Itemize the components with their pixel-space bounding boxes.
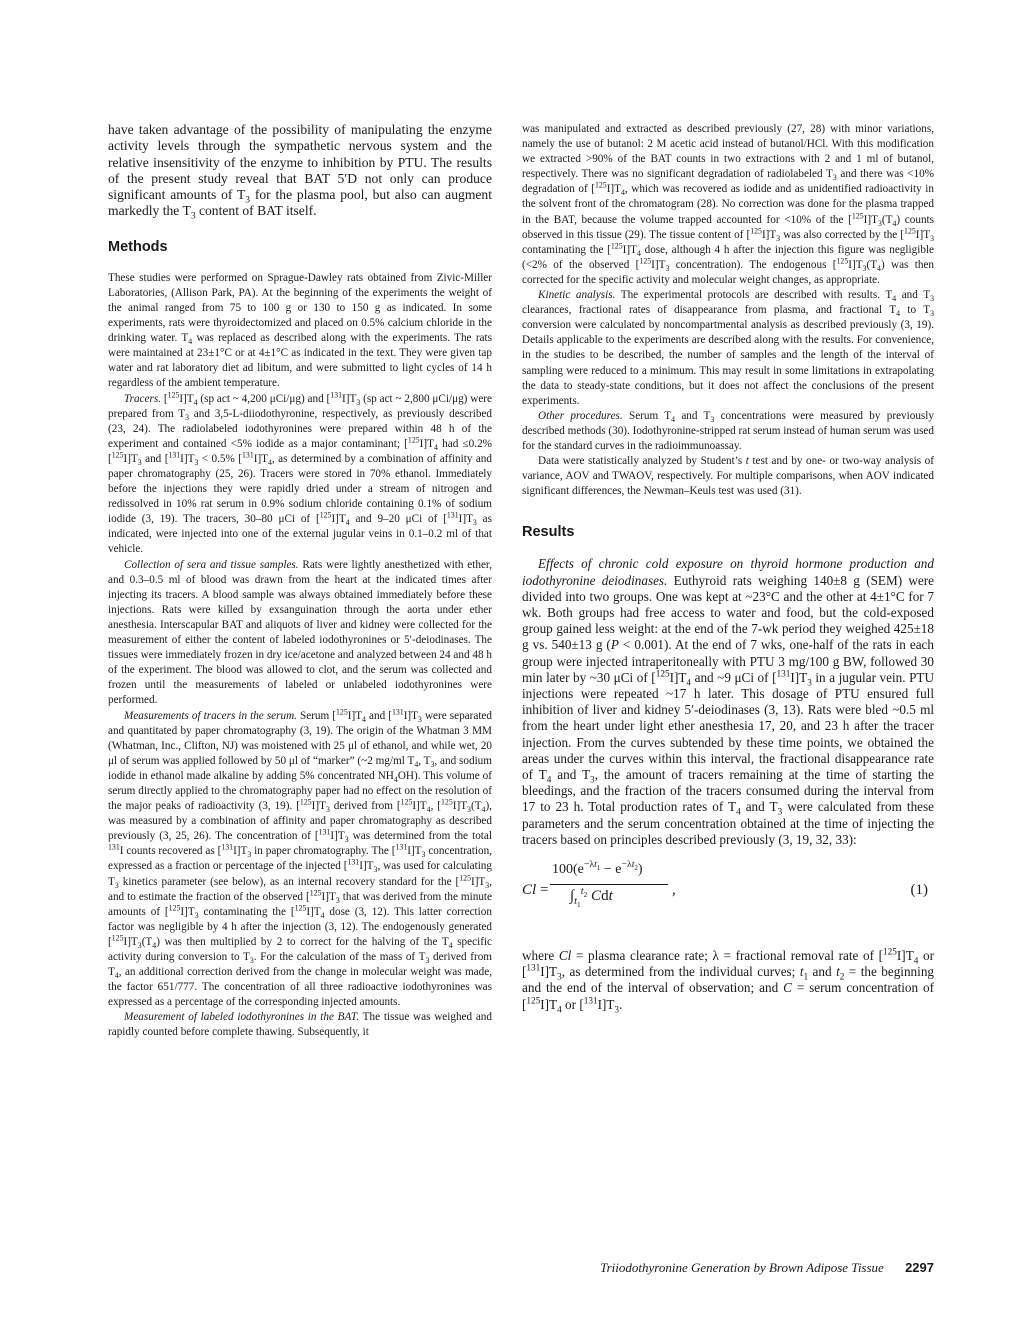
left-column xyxy=(108,122,492,1041)
tracers-paragraph: Tracers. $[^{125}I]T_4$ (sp act ~ 4,200 μCi/μg) and $[^{131}I]T_3$ (sp act ~ 2,800 μCi/μg) were prepared from $T_3$ and 3,5-L-diiodothyronine, respectively, as previously described (23, 24). The radiolabeled iodothyronines were prepared within 48 h of the experiment and contained <5% iodide as a major contaminant; $[^{125}I]T_4$ had ≤0.2% $[^{125}I]T_3$ and $[^{131}I]T_3 < 0.5\%$ $[^{131}I]T_4$, as determined by a combination of affinity and paper chromatography (25, 26). Tracers were stored in 70% ethanol. Immediately before the injections they were rapidly dried under a stream of nitrogen and redissolved in 10% rat serum in 0.9% sodium chloride containing 0.1% of sodium iodide (3, 19). The tracers, 30–80 μCi of $[^{125}I]T_4$ and 9–20 μCi of $[^{131}I]T_3$ as indicated, were injected into one of the external jugular veins in 0.1–0.2 ml of that vehicle. xyxy=(108,389,492,556)
results-paragraph: Effects of chronic cold exposure on thyroid hormone production and iodothyronine deiodinases. Euthyroid rats weighing 140±8 g (SEM) were divided into two groups. One was kept at ~23°C and the other at 4±1°C for 7 wk. Both groups had free access to water and food, but the cold-exposed group gained less weight: at the end of the 7-wk period they weighed 425±18 g vs. 540±13 g (P < 0.001). At the end of 7 wks, one-half of the rats in each group were injected intraperitoneally with PTU 3 mg/100 g BW, followed 30 min later by ~30 μCi of $[^{125}I]T_4$ and ~9 μCi of $[^{131}I]T_3$ in a jugular vein. PTU injections were repeated ~17 h later. This dosage of PTU ensured full inhibition of liver and kidney 5′-deiodinases (3, 13). Rats were bled ~0.5 ml from the heart under light ether anesthesia 17, 20, and 23 h after the tracer injection. From the curves subtended by these time points, we obtained the areas under the curves within this interval, the fractional disappearance rate of $T_4$ and $T_3$, the amount of tracers remaining at the time of starting the bleedings, and the fraction of the tracers consumed during the interval from 17 to 23 h. Total production rates of $T_4$ and $T_3$ were calculated from these parameters and the serum concentration obtained at the time of injecting the tracers based on principles described previously (3, 19, 32, 33): xyxy=(522,556,935,847)
kinetic-analysis-paragraph: Kinetic analysis. The experimental protocols are described with results. $T_4$ and $T_3$ clearances, fractional rates of disappearance from plasma, and fractional $T_4$ to $T_3$ conversion were calculated by noncompartmental analysis as described previously (3, 19). Details applicable to the experiments are described along with the results. For convenience, in the studies to be described, the number of samples and the length of the interval of sampling were reduced to a minimum. This may result in some limitations in extrapolating the data to steady-state conditions, but it does not affect the conclusions of the present experiments. xyxy=(522,289,934,407)
equation-definitions: where Cl = plasma clearance rate; λ = fractional removal rate of $[^{125}I]T_4$ or $[^{131}I]T_3$, as determined from the individual curves; $t_1$ and $t_2$ = the beginning and the end of the interval of observation; and C = serum concentration of $[^{125}I]T_4$ or $[^{131}I]T_3$. xyxy=(522,946,935,1015)
equation-lhs: Cl = xyxy=(522,882,549,898)
equation-number: (1) xyxy=(910,882,928,898)
other-procedures-paragraph: Other procedures. Serum $T_4$ and $T_3$ concentrations were measured by previously described methods (30). Iodothyronine-stripped rat serum instead of human serum was used for the standard curves in the radioimmunoassay. xyxy=(522,409,934,452)
extraction-paragraph: was manipulated and extracted as described previously (27, 28) with minor variations, namely the use of butanol: 2 M acetic acid instead of butanol/HCl. With this modification we extracted >90% of the BAT counts in two extractions with 2 and 1 ml of butanol, respectively. There was no significant degradation of radiolabeled $T_3$ and there was <10% degradation of $[^{125}I]T_4$, which was recovered as iodide and as unidentified radioactivity in the solvent front of the chromatogram (28). No correction was done for the plasma trapped in the BAT, because the volume trapped accounted for <10% of the $[^{125}I]T_3(T_4)$ counts observed in this tissue (29). The tissue content of $[^{125}I]T_3$ was also corrected by the $[^{125}I]T_3$ contaminating the $[^{125}I]T_4$ dose, although 4 h after the injection this figure was negligible (<2% of the observed $[^{125}I]T_3$ concentration). The endogenous $[^{125}I]T_3(T_4)$ was then corrected for the specific activity and molecular weight changes, as appropriate. xyxy=(522,123,935,286)
statistics-paragraph: Data were statistically analyzed by Student’s t test and by one- or two-way analysis of variance, AOV and TWAOV, respectively. For multiple comparisons, when AOV indicated significant differences, the Newman–Keuls test was used (31). xyxy=(522,455,934,498)
collection-paragraph: Collection of sera and tissue samples. Rats were lightly anesthetized with ether, and 0.3–0.5 ml of blood was drawn from the heart at the indicated times after injecting its tracers. A blood sample was always obtained immediately before these injections. Rats were killed by exsanguination through the aorta under ether anesthesia. Interscapular BAT and aliquots of liver and kidney were collected for the measurement of either the content of labeled iodothyronines or 5′-deiodinases. The tissues were immediately frozen in dry ice/acetone and analyzed between 24 and 48 h of the experiment. The blood was allowed to clot, and the serum was collected and frozen until the measurements of labeled or unlabeled iodothyronines were performed. xyxy=(108,558,492,707)
running-title: Triiodothyronine Generation by Brown Adipose Tissue xyxy=(600,1260,884,1275)
fraction-bar xyxy=(550,884,668,885)
clearance-equation xyxy=(522,860,934,934)
bat-measurement-paragraph: Measurement of labeled iodothyronines in the BAT. The tissue was weighed and rapidly counted before complete thawing. Subsequently, it xyxy=(108,1011,492,1039)
equation-numerator: $100(e^{-\lambda t_1} - e^{-\lambda t_2})$ xyxy=(552,859,643,877)
right-column xyxy=(522,122,934,1013)
equation-comma: , xyxy=(672,882,676,898)
methods-paragraph: These studies were performed on Sprague-Dawley rats obtained from Zivic-Miller Laboratories, (Allison Park, PA). At the beginning of the experiments the weight of the animal ranged from 75 to 100 g or 130 to 150 g as indicated. In some experiments, rats were thyroidectomized and placed on 0.5% calcium chloride in the drinking water. $T_4$ was replaced as described along with the experiments. The rats were maintained at 23±1°C or at 4±1°C as indicated in the text. They were given tap water and rat laboratory diet ad libitum, and were submitted to light cycles of 14 h regardless of the ambient temperature. xyxy=(108,271,492,390)
methods-heading: Methods xyxy=(108,238,168,255)
page-footer xyxy=(522,1260,934,1276)
results-heading: Results xyxy=(522,524,575,541)
intro-paragraph: have taken advantage of the possibility of manipulating the enzyme activity levels through the sympathetic nervous system and the relative insensitivity of the enzyme to inhibition by PTU. The results of the present study reveal that BAT 5′D not only can produce significant amounts of $T_3$ for the plasma pool, but also can augment markedly the $T_3$ content of BAT itself. xyxy=(108,122,492,223)
page-number: 2297 xyxy=(905,1260,934,1275)
serum-tracers-paragraph: Measurements of tracers in the serum. Serum $[^{125}I]T_4$ and $[^{131}I]T_3$ were separated and quantitated by paper chromatography (3, 19). The origin of the Whatman 3 MM (Whatman, Inc., Clifton, NJ) was moistened with 25 μl of ethanol, and while wet, 20 μl of serum was applied followed by 50 μl of “marker” (~2 mg/ml $T_4$, $T_3$, and sodium iodide in ethanol made alkaline by adding 5% concentrated $NH_4OH$). This volume of serum directly applied to the chromatography paper had no effect on the resolution of the major peaks of radioactivity (3, 19). $[^{125}I]T_3$ derived from $[^{125}I]T_4$, $[^{125}I]T_3(T_4)$, was measured by a combination of affinity and paper chromatography as described previously (3, 25, 26). The concentration of $[^{131}I]T_3$ was determined from the total $^{131}$I counts recovered as $[^{131}I]T_3$ in paper chromatography. The $[^{131}I]T_3$ concentration, expressed as a fraction or percentage of the injected $[^{131}I]T_3$, was used for calculating $T_3$ kinetics parameter (see below), as an internal recovery standard for the $[^{125}I]T_3$, and to estimate the fraction of the observed $[^{125}I]T_3$ that was derived from the minute amounts of $[^{125}I]T_3$ contaminating the $[^{125}I]T_4$ dose (3, 12). This latter correction factor was negligible by 4 h after the injection (3, 12). The endogenously generated $[^{125}I]T_3(T_4)$ was then multiplied by 2 to correct for the halving of the $T_4$ specific activity during conversion to $T_3$. For the calculation of the mass of $T_3$ derived from $T_4$, an additional correction derived from the change in molecular weight was made, the factor 651/777. The concentration of all three radioactive iodothyronines was expressed as a percentage of the corresponding injected amounts. xyxy=(108,706,493,1009)
equation-denominator: $\int_{t_1}^{t_2}$ Cdt xyxy=(570,886,613,910)
